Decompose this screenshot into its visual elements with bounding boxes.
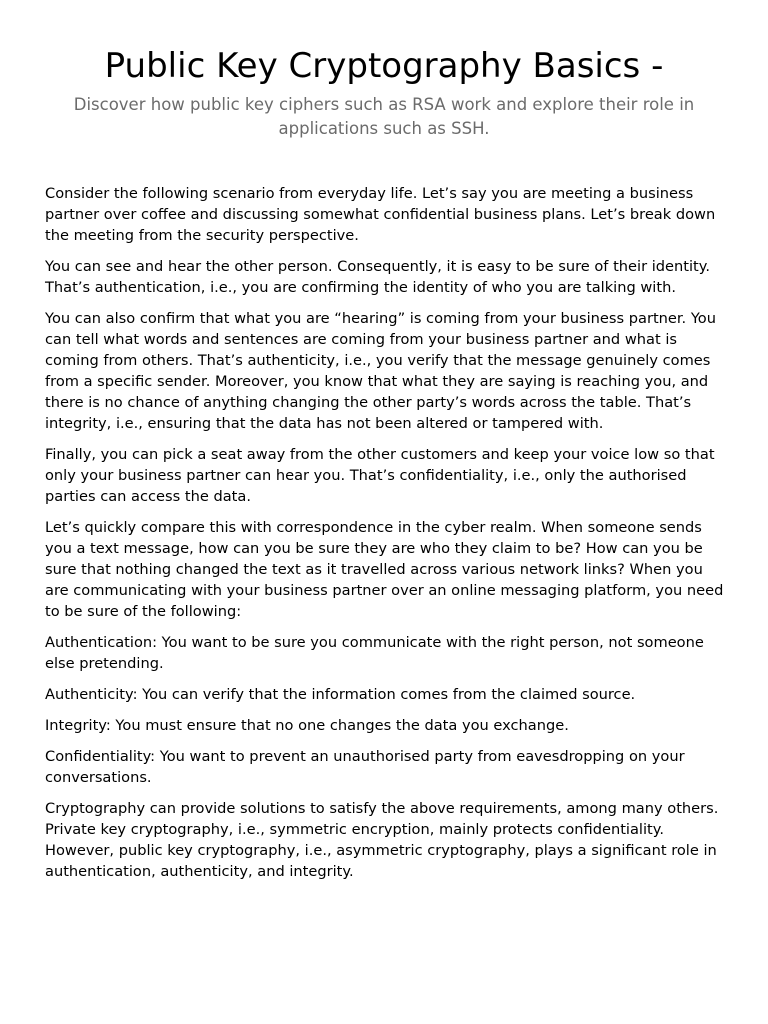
paragraph-confidentiality: Finally, you can pick a seat away from the other customers and keep your voice low so that only your business partner can hear you. That’s confidentiality, i.e., only the authorised parties can access the data. xyxy=(45,446,715,505)
paragraph-integrity-item: Integrity: You must ensure that no one changes the data you exchange. xyxy=(45,717,569,734)
paragraph-authenticity-item: Authenticity: You can verify that the information comes from the claimed source. xyxy=(45,686,636,703)
page-subtitle: Discover how public key ciphers such as RSA work and explore their role in applications such as SSH. xyxy=(73,95,695,138)
paragraph-authenticity-integrity: You can also confirm that what you are “hearing” is coming from your business partner. You can tell what words and sentences are coming from your business partner and what is coming from others. That’s authenticity, i.e., you verify that the message genuinely comes from a specific sender. Moreover, you know that what they are saying is reaching you, and there is no chance of anything changing the other party’s words across the table. That’s integrity, i.e., ensuring that the data has not been altered or tampered with. xyxy=(45,310,716,432)
paragraph-identity: You can see and hear the other person. Consequently, it is easy to be sure of their identity. That’s authentication, i.e., you are confirming the identity of who you are talking with. xyxy=(45,258,710,296)
page-title: Public Key Cryptography Basics - xyxy=(104,46,664,86)
document-body xyxy=(45,183,729,892)
paragraph-confidentiality-item: Confidentiality: You want to prevent an unauthorised party from eavesdropping on your conversations. xyxy=(45,748,685,786)
paragraph-cryptography-solutions: Cryptography can provide solutions to satisfy the above requirements, among many others. Private key cryptography, i.e., symmetric encryption, mainly protects confidentiality. However, public key cryptography, i.e., asymmetric cryptography, plays a significant role in authentication, authenticity, and integrity. xyxy=(45,800,719,880)
paragraph-scenario: Consider the following scenario from everyday life. Let’s say you are meeting a business partner over coffee and discussing somewhat confidential business plans. Let’s break down the meeting from the security perspective. xyxy=(45,185,716,244)
paragraph-authentication-item: Authentication: You want to be sure you communicate with the right person, not someone else pretending. xyxy=(45,634,704,672)
paragraph-cyber-realm: Let’s quickly compare this with correspondence in the cyber realm. When someone sends you a text message, how can you be sure they are who they claim to be? How can you be sure that nothing changed the text as it travelled across various network links? When you are communicating with your business partner over an online messaging platform, you need to be sure of the following: xyxy=(45,519,724,620)
